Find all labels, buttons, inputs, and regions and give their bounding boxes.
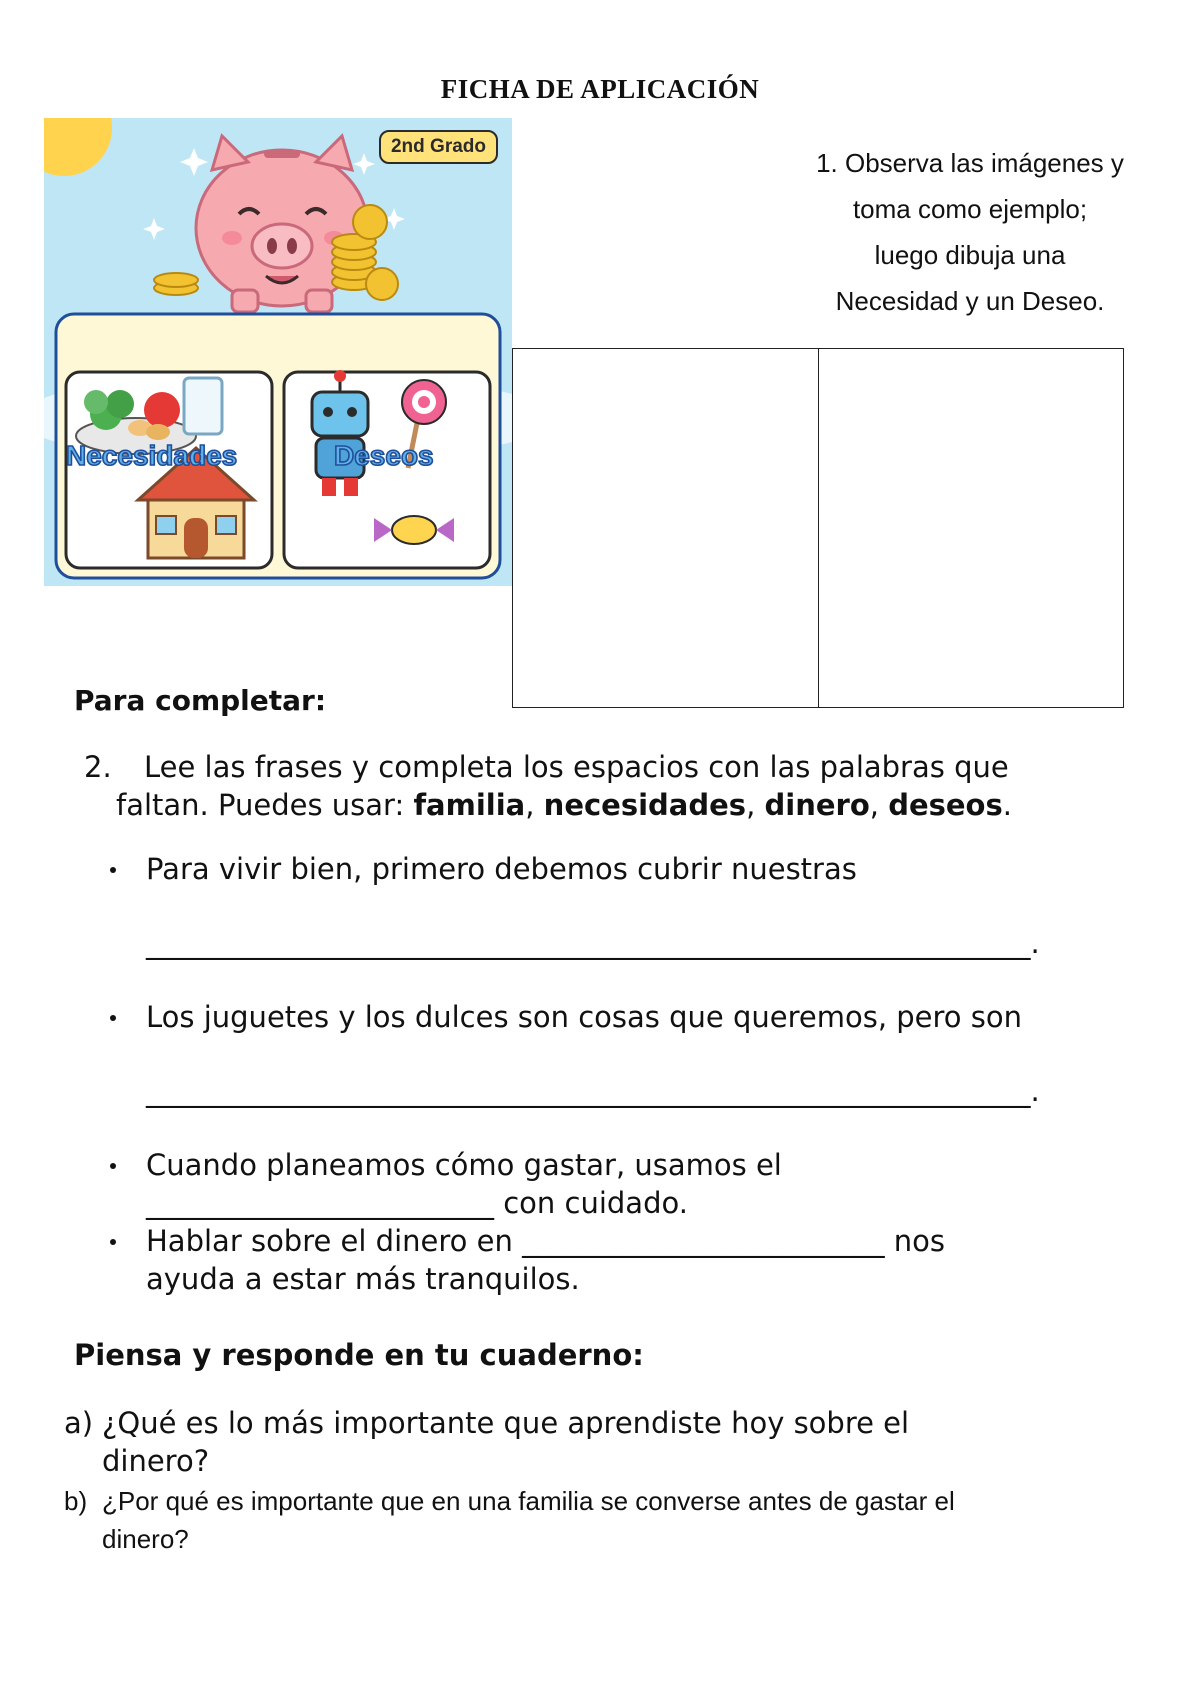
question-text: ¿Qué es lo más importante que aprendiste hoy sobre el <box>102 1406 910 1440</box>
question-label: b) <box>64 1486 88 1516</box>
separator: , <box>869 788 889 822</box>
sentence-text: Los juguetes y los dulces son cosas que queremos, pero son <box>146 1000 1023 1034</box>
sentence-text: ayuda a estar más tranquilos. <box>146 1262 580 1296</box>
sentence-text: Hablar sobre el dinero en <box>146 1224 523 1258</box>
question-1-line: luego dibuja una <box>874 240 1066 270</box>
glass-of-milk-icon <box>184 378 222 434</box>
wants-label: Deseos <box>334 440 434 471</box>
sentence-text: nos <box>884 1224 946 1258</box>
drawing-box-want[interactable] <box>818 349 1124 707</box>
question-text: dinero? <box>102 1444 210 1478</box>
section-heading-complete: Para completar: <box>74 684 327 717</box>
sun-icon <box>44 118 112 176</box>
separator: , <box>525 788 544 822</box>
answer-blank[interactable]: ________________________ <box>146 1186 494 1220</box>
separator: , <box>746 788 765 822</box>
question-label: a) <box>64 1406 94 1440</box>
needs-wants-illustration <box>44 118 512 586</box>
list-item <box>104 850 1154 962</box>
question-1-line: 1. Observa las imágenes y <box>816 148 1124 178</box>
grade-badge: 2nd Grado <box>379 130 498 164</box>
illustration-art <box>44 118 512 586</box>
sparkle-icon <box>353 153 375 175</box>
question-1-line: Necesidad y un Deseo. <box>835 286 1105 316</box>
question-2-number: 2. <box>84 750 112 784</box>
question-1 <box>790 140 1150 324</box>
list-item <box>104 1146 1154 1222</box>
word-dinero: dinero <box>764 788 870 822</box>
needs-label: Necesidades <box>66 440 238 471</box>
sentence-text: con cuidado. <box>494 1186 688 1220</box>
answer-blank[interactable]: _____________________________________________________________. <box>146 1074 1040 1108</box>
sentence-text: Para vivir bien, primero debemos cubrir nuestras <box>146 852 857 886</box>
question-1-line: toma como ejemplo; <box>852 194 1088 224</box>
answer-blank[interactable]: _____________________________________________________________. <box>146 926 1040 960</box>
question-b <box>64 1482 1124 1558</box>
word-necesidades: necesidades <box>543 788 747 822</box>
word-deseos: deseos <box>888 788 1003 822</box>
sentence-text: Cuando planeamos cómo gastar, usamos el <box>146 1148 782 1182</box>
worksheet-title: FICHA DE APLICACIÓN <box>440 74 760 104</box>
drawing-box-need[interactable] <box>513 349 818 707</box>
list-item <box>104 1222 1154 1298</box>
drawing-area <box>512 348 1124 708</box>
question-text: dinero? <box>102 1524 189 1554</box>
question-a <box>64 1404 1124 1480</box>
question-2-text: faltan. Puedes usar: <box>116 788 414 822</box>
question-2 <box>84 748 1134 824</box>
question-2-text: Lee las frases y completa los espacios con las palabras que <box>144 750 1009 784</box>
word-familia: familia <box>413 788 526 822</box>
sparkle-icon <box>180 148 208 176</box>
sparkle-icon <box>143 218 165 240</box>
answer-blank[interactable]: _________________________ <box>522 1224 885 1258</box>
list-item <box>104 998 1154 1110</box>
question-text: ¿Por qué es importante que en una familia se converse antes de gastar el <box>102 1486 955 1516</box>
period: . <box>1002 788 1012 822</box>
section-heading-think: Piensa y responde en tu cuaderno: <box>74 1338 644 1372</box>
fill-in-list <box>104 850 1154 1298</box>
